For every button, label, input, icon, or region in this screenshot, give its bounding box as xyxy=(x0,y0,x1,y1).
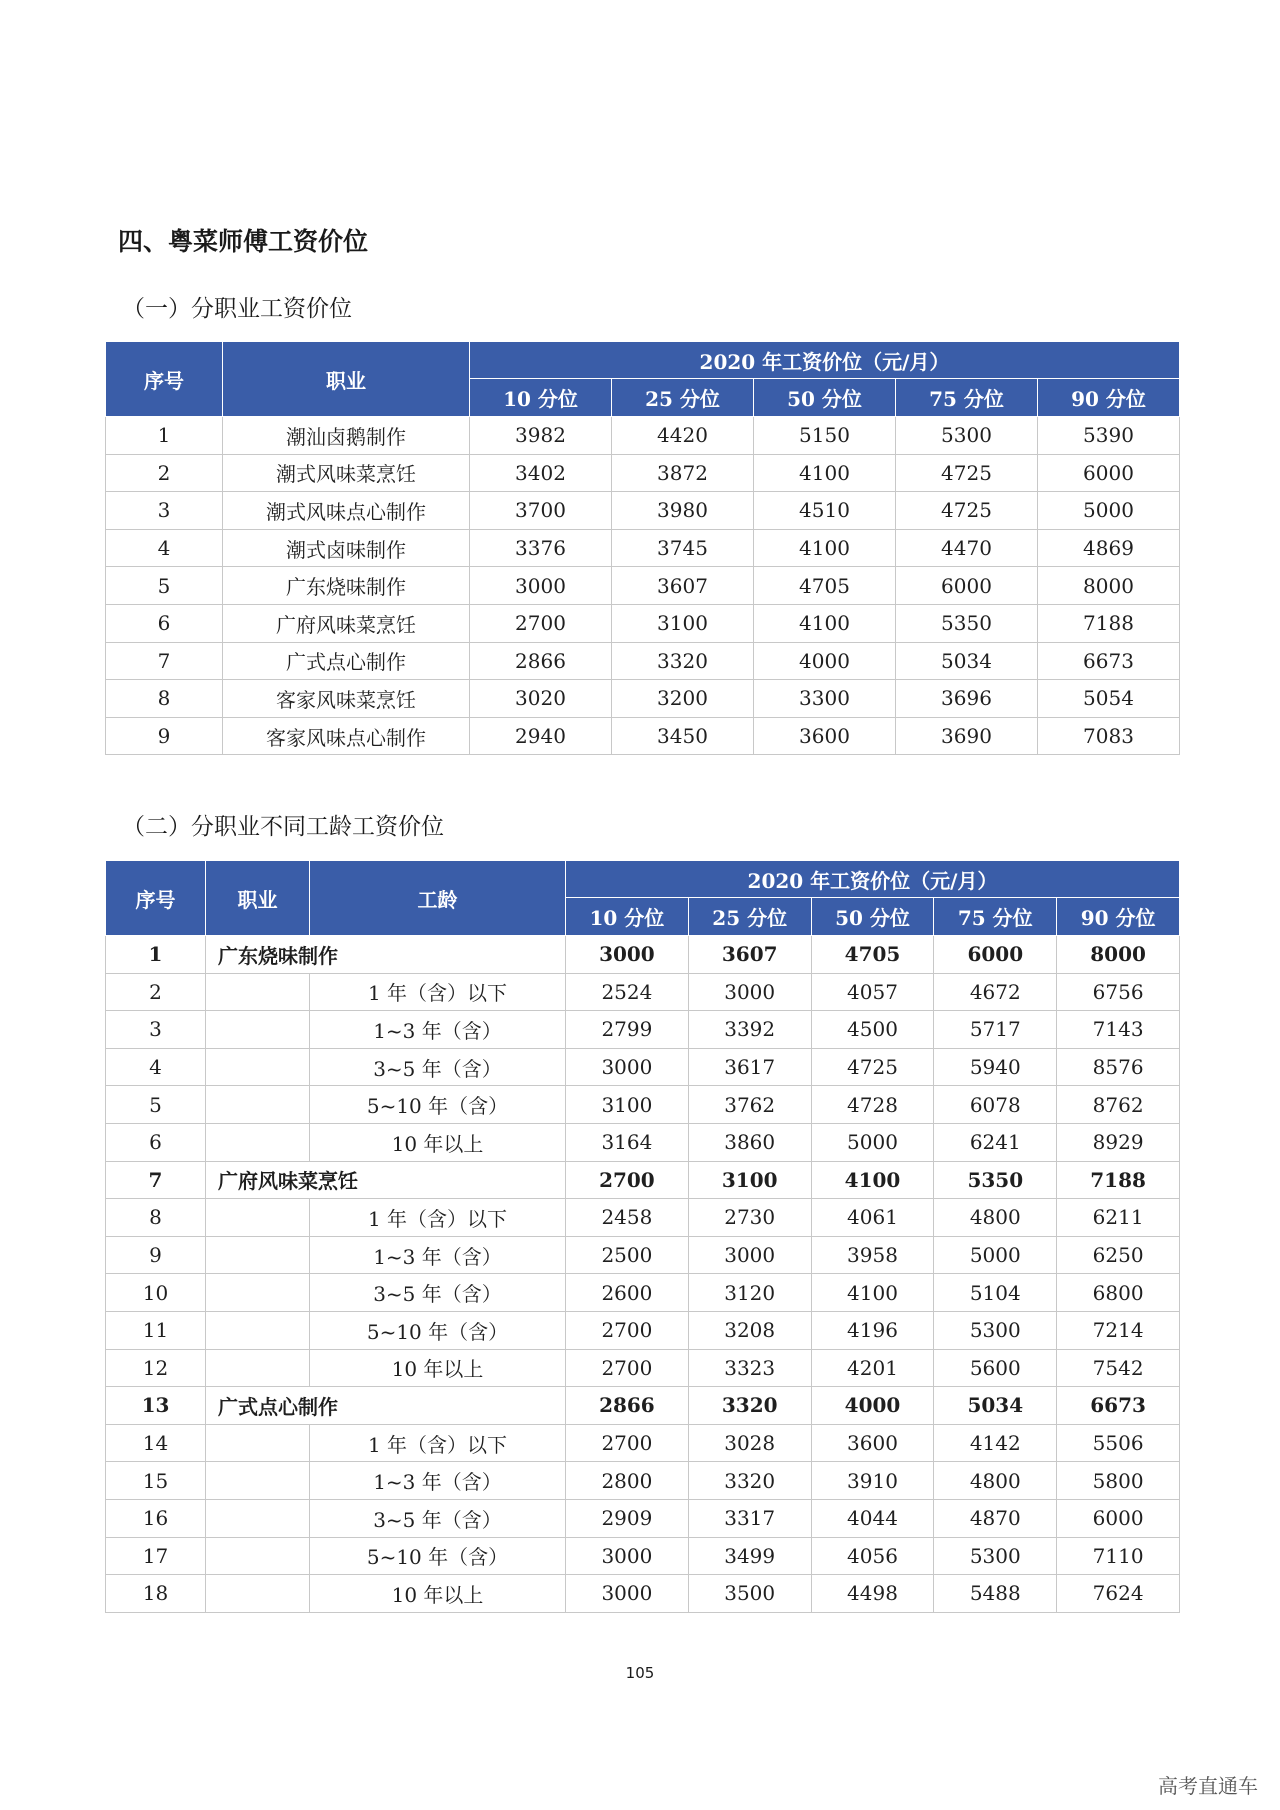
occupation-cell xyxy=(206,1048,310,1086)
p10-cell: 3164 xyxy=(566,1123,689,1161)
p90-cell: 8576 xyxy=(1057,1048,1180,1086)
p90-cell: 8000 xyxy=(1038,567,1180,605)
p90-cell: 7188 xyxy=(1057,1161,1180,1199)
p50-cell: 4728 xyxy=(811,1086,934,1124)
p10-cell: 2800 xyxy=(566,1462,689,1500)
header-job: 职业 xyxy=(206,861,310,936)
occupation-cell: 广式点心制作 xyxy=(206,1387,566,1425)
p10-cell: 3000 xyxy=(566,936,689,974)
table-row xyxy=(106,1575,1180,1613)
p90-cell: 7214 xyxy=(1057,1311,1180,1349)
p75-cell: 6000 xyxy=(896,567,1038,605)
table-row xyxy=(106,973,1180,1011)
tenure-cell: 10 年以上 xyxy=(310,1575,566,1613)
p75-cell: 5104 xyxy=(934,1274,1057,1312)
p75-cell: 4672 xyxy=(934,973,1057,1011)
p25-cell: 3120 xyxy=(688,1274,811,1312)
row-number: 1 xyxy=(106,417,223,455)
p75-cell: 6241 xyxy=(934,1123,1057,1161)
occupation-cell: 广府风味菜烹饪 xyxy=(223,604,470,642)
p25-cell: 4420 xyxy=(612,417,754,455)
wage-by-tenure-table xyxy=(105,860,1180,1613)
tenure-cell: 1 年（含）以下 xyxy=(310,1199,566,1237)
p10-cell: 2700 xyxy=(566,1424,689,1462)
tenure-cell: 10 年以上 xyxy=(310,1349,566,1387)
row-number: 5 xyxy=(106,567,223,605)
p25-cell: 3320 xyxy=(612,642,754,680)
p10-cell: 3100 xyxy=(566,1086,689,1124)
p90-cell: 8000 xyxy=(1057,936,1180,974)
p90-cell: 8762 xyxy=(1057,1086,1180,1124)
tenure-cell: 1~3 年（含） xyxy=(310,1236,566,1274)
p50-cell: 4705 xyxy=(754,567,896,605)
p10-cell: 3000 xyxy=(566,1048,689,1086)
p75-cell: 6078 xyxy=(934,1086,1057,1124)
p90-cell: 6000 xyxy=(1038,454,1180,492)
p25-cell: 3208 xyxy=(688,1311,811,1349)
row-number: 3 xyxy=(106,1011,206,1049)
header-job: 职业 xyxy=(223,342,470,417)
occupation-cell xyxy=(206,1424,310,1462)
occupation-cell xyxy=(206,1462,310,1500)
p75-cell: 5600 xyxy=(934,1349,1057,1387)
p50-cell: 4000 xyxy=(811,1387,934,1425)
occupation-cell: 广东烧味制作 xyxy=(206,936,566,974)
occupation-cell xyxy=(206,1349,310,1387)
p75-cell: 3690 xyxy=(896,717,1038,755)
row-number: 11 xyxy=(106,1311,206,1349)
table-row xyxy=(106,1387,1180,1425)
p75-cell: 5000 xyxy=(934,1236,1057,1274)
p75-cell: 5300 xyxy=(896,417,1038,455)
occupation-cell: 潮式风味点心制作 xyxy=(223,492,470,530)
p25-cell: 3499 xyxy=(688,1537,811,1575)
row-number: 6 xyxy=(106,604,223,642)
p10-cell: 3982 xyxy=(470,417,612,455)
occupation-cell xyxy=(206,973,310,1011)
header-p90: 90 分位 xyxy=(1057,898,1180,936)
p25-cell: 3317 xyxy=(688,1499,811,1537)
p10-cell: 3000 xyxy=(566,1575,689,1613)
tenure-cell: 5~10 年（含） xyxy=(310,1086,566,1124)
p25-cell: 3745 xyxy=(612,529,754,567)
p25-cell: 3607 xyxy=(688,936,811,974)
p10-cell: 2500 xyxy=(566,1236,689,1274)
row-number: 15 xyxy=(106,1462,206,1500)
p75-cell: 5488 xyxy=(934,1575,1057,1613)
p90-cell: 6756 xyxy=(1057,973,1180,1011)
p75-cell: 5300 xyxy=(934,1311,1057,1349)
p90-cell: 6250 xyxy=(1057,1236,1180,1274)
row-number: 2 xyxy=(106,454,223,492)
p10-cell: 2866 xyxy=(470,642,612,680)
row-number: 17 xyxy=(106,1537,206,1575)
p90-cell: 5800 xyxy=(1057,1462,1180,1500)
table-row xyxy=(106,454,1180,492)
p50-cell: 5000 xyxy=(811,1123,934,1161)
p75-cell: 3696 xyxy=(896,680,1038,718)
p10-cell: 2700 xyxy=(470,604,612,642)
occupation-cell xyxy=(206,1311,310,1349)
p25-cell: 3000 xyxy=(688,1236,811,1274)
header-wage-group: 2020 年工资价位（元/月） xyxy=(566,861,1180,898)
row-number: 18 xyxy=(106,1575,206,1613)
p10-cell: 2524 xyxy=(566,973,689,1011)
p50-cell: 4056 xyxy=(811,1537,934,1575)
tenure-cell: 3~5 年（含） xyxy=(310,1499,566,1537)
p50-cell: 4100 xyxy=(754,454,896,492)
table-row xyxy=(106,604,1180,642)
table-row xyxy=(106,1424,1180,1462)
table-row xyxy=(106,1123,1180,1161)
p50-cell: 4000 xyxy=(754,642,896,680)
tenure-cell: 3~5 年（含） xyxy=(310,1048,566,1086)
header-p50: 50 分位 xyxy=(811,898,934,936)
row-number: 1 xyxy=(106,936,206,974)
p10-cell: 2940 xyxy=(470,717,612,755)
p10-cell: 3700 xyxy=(470,492,612,530)
occupation-cell xyxy=(206,1575,310,1613)
row-number: 8 xyxy=(106,1199,206,1237)
row-number: 4 xyxy=(106,529,223,567)
tenure-cell: 5~10 年（含） xyxy=(310,1537,566,1575)
occupation-cell: 客家风味菜烹饪 xyxy=(223,680,470,718)
p50-cell: 4057 xyxy=(811,973,934,1011)
table-row xyxy=(106,1048,1180,1086)
header-no: 序号 xyxy=(106,342,223,417)
p25-cell: 3980 xyxy=(612,492,754,530)
row-number: 7 xyxy=(106,1161,206,1199)
p90-cell: 7624 xyxy=(1057,1575,1180,1613)
p25-cell: 3617 xyxy=(688,1048,811,1086)
p75-cell: 4800 xyxy=(934,1199,1057,1237)
p90-cell: 8929 xyxy=(1057,1123,1180,1161)
p50-cell: 3600 xyxy=(754,717,896,755)
subsection-title-2: （二）分职业不同工龄工资价位 xyxy=(122,814,444,840)
row-number: 3 xyxy=(106,492,223,530)
tenure-cell: 1 年（含）以下 xyxy=(310,973,566,1011)
tenure-cell: 1~3 年（含） xyxy=(310,1462,566,1500)
p50-cell: 4510 xyxy=(754,492,896,530)
p75-cell: 5350 xyxy=(896,604,1038,642)
table-row xyxy=(106,1499,1180,1537)
p10-cell: 3000 xyxy=(566,1537,689,1575)
p25-cell: 3607 xyxy=(612,567,754,605)
table-row xyxy=(106,936,1180,974)
p75-cell: 6000 xyxy=(934,936,1057,974)
p25-cell: 3450 xyxy=(612,717,754,755)
p90-cell: 6000 xyxy=(1057,1499,1180,1537)
table-row xyxy=(106,529,1180,567)
p75-cell: 5940 xyxy=(934,1048,1057,1086)
p50-cell: 4201 xyxy=(811,1349,934,1387)
tenure-cell: 3~5 年（含） xyxy=(310,1274,566,1312)
p25-cell: 3100 xyxy=(688,1161,811,1199)
p50-cell: 4100 xyxy=(811,1274,934,1312)
table-row xyxy=(106,1199,1180,1237)
header-p75: 75 分位 xyxy=(896,379,1038,417)
p50-cell: 4196 xyxy=(811,1311,934,1349)
p90-cell: 7143 xyxy=(1057,1011,1180,1049)
p10-cell: 2700 xyxy=(566,1311,689,1349)
header-no: 序号 xyxy=(106,861,206,936)
table-row xyxy=(106,567,1180,605)
p25-cell: 3320 xyxy=(688,1387,811,1425)
p90-cell: 6800 xyxy=(1057,1274,1180,1312)
row-number: 5 xyxy=(106,1086,206,1124)
p50-cell: 4044 xyxy=(811,1499,934,1537)
row-number: 9 xyxy=(106,717,223,755)
p90-cell: 6211 xyxy=(1057,1199,1180,1237)
occupation-cell xyxy=(206,1199,310,1237)
p25-cell: 3000 xyxy=(688,973,811,1011)
p50-cell: 3910 xyxy=(811,1462,934,1500)
p10-cell: 3376 xyxy=(470,529,612,567)
p10-cell: 2700 xyxy=(566,1349,689,1387)
tenure-cell: 1~3 年（含） xyxy=(310,1011,566,1049)
p90-cell: 5390 xyxy=(1038,417,1180,455)
row-number: 13 xyxy=(106,1387,206,1425)
table-row xyxy=(106,1462,1180,1500)
row-number: 8 xyxy=(106,680,223,718)
occupation-cell xyxy=(206,1537,310,1575)
p25-cell: 3320 xyxy=(688,1462,811,1500)
p25-cell: 3762 xyxy=(688,1086,811,1124)
table-row xyxy=(106,1161,1180,1199)
occupation-cell xyxy=(206,1499,310,1537)
table-row xyxy=(106,1349,1180,1387)
p25-cell: 3028 xyxy=(688,1424,811,1462)
p10-cell: 2866 xyxy=(566,1387,689,1425)
p50-cell: 4500 xyxy=(811,1011,934,1049)
p10-cell: 3402 xyxy=(470,454,612,492)
p25-cell: 3100 xyxy=(612,604,754,642)
table-row xyxy=(106,1311,1180,1349)
header-p25: 25 分位 xyxy=(612,379,754,417)
row-number: 10 xyxy=(106,1274,206,1312)
page-number: 105 xyxy=(625,1664,655,1682)
p75-cell: 4725 xyxy=(896,492,1038,530)
p75-cell: 4800 xyxy=(934,1462,1057,1500)
p75-cell: 5034 xyxy=(934,1387,1057,1425)
p25-cell: 3860 xyxy=(688,1123,811,1161)
p75-cell: 5300 xyxy=(934,1537,1057,1575)
p50-cell: 3958 xyxy=(811,1236,934,1274)
occupation-cell: 广式点心制作 xyxy=(223,642,470,680)
wage-by-occupation-table xyxy=(105,341,1180,755)
p75-cell: 5350 xyxy=(934,1161,1057,1199)
p50-cell: 4498 xyxy=(811,1575,934,1613)
row-number: 9 xyxy=(106,1236,206,1274)
row-number: 7 xyxy=(106,642,223,680)
table-row xyxy=(106,1011,1180,1049)
tenure-cell: 5~10 年（含） xyxy=(310,1311,566,1349)
p50-cell: 5150 xyxy=(754,417,896,455)
p90-cell: 5506 xyxy=(1057,1424,1180,1462)
section-title: 四、粤菜师傅工资价位 xyxy=(118,227,369,256)
p25-cell: 2730 xyxy=(688,1199,811,1237)
p50-cell: 4100 xyxy=(754,604,896,642)
row-number: 6 xyxy=(106,1123,206,1161)
watermark: 高考直通车 xyxy=(1158,1774,1258,1798)
tenure-cell: 1 年（含）以下 xyxy=(310,1424,566,1462)
header-wage-group: 2020 年工资价位（元/月） xyxy=(470,342,1180,379)
header-p90: 90 分位 xyxy=(1038,379,1180,417)
p10-cell: 2600 xyxy=(566,1274,689,1312)
occupation-cell: 潮式风味菜烹饪 xyxy=(223,454,470,492)
table-row xyxy=(106,1274,1180,1312)
table-row xyxy=(106,1086,1180,1124)
p90-cell: 5054 xyxy=(1038,680,1180,718)
p25-cell: 3872 xyxy=(612,454,754,492)
p10-cell: 3000 xyxy=(470,567,612,605)
occupation-cell xyxy=(206,1274,310,1312)
p75-cell: 5034 xyxy=(896,642,1038,680)
occupation-cell xyxy=(206,1086,310,1124)
p90-cell: 7083 xyxy=(1038,717,1180,755)
p10-cell: 2909 xyxy=(566,1499,689,1537)
p75-cell: 4142 xyxy=(934,1424,1057,1462)
header-p25: 25 分位 xyxy=(688,898,811,936)
header-p10: 10 分位 xyxy=(470,379,612,417)
p90-cell: 6673 xyxy=(1038,642,1180,680)
p90-cell: 7188 xyxy=(1038,604,1180,642)
table-row xyxy=(106,1537,1180,1575)
p25-cell: 3392 xyxy=(688,1011,811,1049)
subsection-title-1: （一）分职业工资价位 xyxy=(122,296,352,322)
table-row xyxy=(106,1236,1180,1274)
occupation-cell xyxy=(206,1123,310,1161)
p50-cell: 4100 xyxy=(811,1161,934,1199)
p90-cell: 5000 xyxy=(1038,492,1180,530)
p90-cell: 4869 xyxy=(1038,529,1180,567)
row-number: 16 xyxy=(106,1499,206,1537)
p90-cell: 7110 xyxy=(1057,1537,1180,1575)
p75-cell: 4870 xyxy=(934,1499,1057,1537)
occupation-cell xyxy=(206,1011,310,1049)
p25-cell: 3500 xyxy=(688,1575,811,1613)
p10-cell: 2458 xyxy=(566,1199,689,1237)
table-row xyxy=(106,642,1180,680)
p10-cell: 2700 xyxy=(566,1161,689,1199)
p10-cell: 3020 xyxy=(470,680,612,718)
p90-cell: 7542 xyxy=(1057,1349,1180,1387)
row-number: 4 xyxy=(106,1048,206,1086)
occupation-cell xyxy=(206,1236,310,1274)
occupation-cell: 潮汕卤鹅制作 xyxy=(223,417,470,455)
p10-cell: 2799 xyxy=(566,1011,689,1049)
occupation-cell: 广东烧味制作 xyxy=(223,567,470,605)
header-p50: 50 分位 xyxy=(754,379,896,417)
p50-cell: 4061 xyxy=(811,1199,934,1237)
row-number: 12 xyxy=(106,1349,206,1387)
tenure-cell: 10 年以上 xyxy=(310,1123,566,1161)
p25-cell: 3200 xyxy=(612,680,754,718)
p90-cell: 6673 xyxy=(1057,1387,1180,1425)
p50-cell: 4705 xyxy=(811,936,934,974)
p75-cell: 4470 xyxy=(896,529,1038,567)
header-p10: 10 分位 xyxy=(566,898,689,936)
p25-cell: 3323 xyxy=(688,1349,811,1387)
p50-cell: 3300 xyxy=(754,680,896,718)
header-tenure: 工龄 xyxy=(310,861,566,936)
occupation-cell: 客家风味点心制作 xyxy=(223,717,470,755)
p50-cell: 3600 xyxy=(811,1424,934,1462)
table-row xyxy=(106,680,1180,718)
p50-cell: 4100 xyxy=(754,529,896,567)
table-row xyxy=(106,717,1180,755)
p75-cell: 5717 xyxy=(934,1011,1057,1049)
row-number: 2 xyxy=(106,973,206,1011)
table-row xyxy=(106,417,1180,455)
p50-cell: 4725 xyxy=(811,1048,934,1086)
occupation-cell: 潮式卤味制作 xyxy=(223,529,470,567)
occupation-cell: 广府风味菜烹饪 xyxy=(206,1161,566,1199)
p75-cell: 4725 xyxy=(896,454,1038,492)
row-number: 14 xyxy=(106,1424,206,1462)
header-p75: 75 分位 xyxy=(934,898,1057,936)
table-row xyxy=(106,492,1180,530)
